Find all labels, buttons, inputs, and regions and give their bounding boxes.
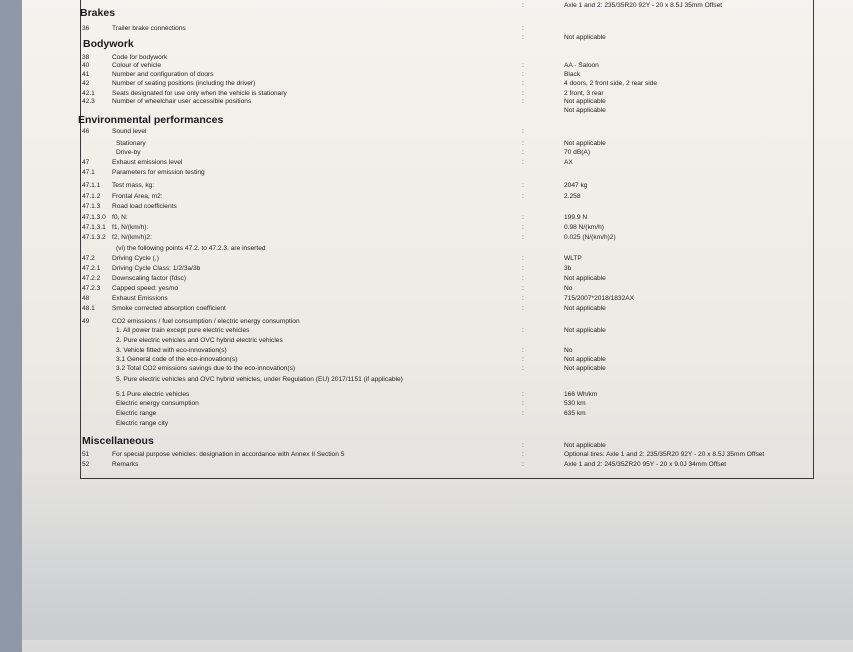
table-row: [80, 106, 840, 116]
row-value: Not applicable: [564, 442, 606, 449]
row-number: 47.1.3.0: [82, 214, 106, 221]
row-label: Colour of vehicle: [112, 62, 162, 69]
table-row: [80, 409, 840, 419]
table-row: [80, 450, 840, 460]
row-colon: :: [522, 461, 524, 468]
row-value: 2047 kg: [564, 182, 588, 189]
row-number: 47.1.2: [82, 193, 101, 200]
row-number: 47.1.3.2: [82, 234, 106, 241]
row-number: 47: [82, 159, 90, 166]
row-colon: :: [522, 234, 524, 241]
row-colon: :: [522, 305, 524, 312]
section-title-bodywork: Bodywork: [83, 38, 134, 50]
row-label: (vi) the following points 47.2. to 47.2.3. are inserted: [116, 245, 266, 252]
row-colon: :: [522, 410, 524, 417]
row-label: Frontal Area, m2:: [112, 193, 163, 200]
row-label: Number of seating positions (including the driver): [112, 80, 256, 87]
row-number: 42.1: [82, 90, 95, 97]
table-row: [80, 364, 840, 374]
row-number: 47.1.1: [82, 182, 101, 189]
row-number: 48: [82, 295, 90, 302]
section-title-miscellaneous: Miscellaneous: [82, 435, 154, 447]
row-number: 38: [82, 54, 90, 61]
table-row: [80, 294, 840, 304]
table-row: [80, 79, 840, 89]
row-label: Seats designated for use only when the vehicle is stationary: [112, 90, 287, 97]
table-row: [80, 181, 840, 191]
row-label: Electric range city: [116, 420, 169, 427]
row-colon: :: [522, 275, 524, 282]
row-colon: :: [522, 224, 524, 231]
row-label: Test mass, kg:: [112, 182, 155, 189]
row-value: WLTP: [564, 255, 582, 262]
row-colon: :: [522, 71, 524, 78]
table-row: [80, 244, 840, 254]
row-value: Not applicable: [564, 107, 606, 114]
row-label: Code for bodywork: [112, 54, 168, 61]
row-colon: :: [522, 182, 524, 189]
row-label: Smoke corrected absorption coefficient: [112, 305, 226, 312]
row-value: Not applicable: [564, 305, 606, 312]
row-value: 70 dB(A): [564, 149, 591, 156]
row-colon: :: [522, 442, 524, 449]
row-number: 47.1.3: [82, 203, 101, 210]
row-value: Not applicable: [564, 327, 606, 334]
row-number: 41: [82, 71, 90, 78]
row-label: 3.2 Total CO2 emissions savings due to the eco-innovation(s): [116, 365, 296, 372]
row-value: 0.025 (N/(km/h)2): [564, 234, 616, 241]
section-title-brakes: Brakes: [80, 7, 116, 19]
table-row: [80, 158, 840, 168]
table-row: [80, 223, 840, 233]
table-row: [80, 284, 840, 294]
header-row: : Axle 1 and 2: 235/35R20 92Y - 20 x 8.5J 35mm Offset: [522, 2, 723, 9]
row-value: Not applicable: [564, 34, 606, 41]
table-row: [80, 33, 840, 43]
row-label: 5.1 Pure electric vehicles: [116, 391, 190, 398]
row-colon: :: [522, 255, 524, 262]
row-value: Not applicable: [564, 356, 606, 363]
row-label: 5. Pure electric vehicles and OVC hybrid vehicles, under Regulation (EU) 2017/1151 (if applicable): [116, 376, 403, 383]
row-label: f1, N/(km/h):: [112, 224, 149, 231]
row-value: Not applicable: [564, 275, 606, 282]
row-value: 3b: [564, 265, 572, 272]
row-label: 3. Vehicle fitted with eco-innovation(s): [116, 347, 227, 354]
row-label: Exhaust Emissions: [112, 295, 168, 302]
row-number: 47.1: [82, 169, 95, 176]
row-colon: :: [522, 391, 524, 398]
table-row: [80, 326, 840, 336]
row-value: Axle 1 and 2: 245/35ZR20 95Y - 20 x 9.0J 34mm Offset: [564, 461, 727, 468]
row-colon: :: [522, 214, 524, 221]
section-title-environmental: Environmental performances: [78, 114, 224, 126]
row-number: 47.2.3: [82, 285, 101, 292]
table-row: [80, 460, 840, 470]
table-row: [80, 399, 840, 409]
row-value: 715/2007*2018/1832AX: [564, 295, 635, 302]
row-value: Not applicable: [564, 365, 606, 372]
row-colon: :: [522, 140, 524, 147]
row-label: Road load coefficients: [112, 203, 177, 210]
table-row: [80, 274, 840, 284]
row-colon: :: [522, 347, 524, 354]
row-value: 635 km: [564, 410, 586, 417]
header-value: Axle 1 and 2: 235/35R20 92Y - 20 x 8.5J 35mm Offset: [564, 2, 723, 9]
row-label: Trailer brake connections: [112, 25, 186, 32]
row-label: Downscaling factor (fdsc): [112, 275, 187, 282]
row-number: 52: [82, 461, 90, 468]
row-value: Not applicable: [564, 140, 606, 147]
row-colon: :: [522, 400, 524, 407]
row-label: Driving Cycle Class: 1/2/3a/3b: [112, 265, 201, 272]
row-number: 51: [82, 451, 90, 458]
row-value: AX: [564, 159, 573, 166]
row-number: 47.2.1: [82, 265, 101, 272]
row-colon: :: [522, 62, 524, 69]
row-number: 49: [82, 318, 90, 325]
row-label: f2, N/(km/h)2:: [112, 234, 152, 241]
row-value: 166 Wh/km: [564, 391, 598, 398]
row-label: Number and configuration of doors: [112, 71, 214, 78]
row-label: Electric energy consumption: [116, 400, 199, 407]
row-colon: :: [522, 98, 524, 105]
row-number: 40: [82, 62, 90, 69]
table-row: [80, 202, 840, 212]
row-label: 1. All power train except pure electric vehicles: [116, 327, 250, 334]
row-label: Sound level: [112, 128, 147, 135]
row-label: 3.1 General code of the eco-innovation(s): [116, 356, 238, 363]
row-label: Driving Cycle (,): [112, 255, 159, 262]
row-label: Electric range: [116, 410, 157, 417]
row-colon: :: [522, 25, 524, 32]
row-value: 0.98 N/(km/h): [564, 224, 604, 231]
row-label: f0, N:: [112, 214, 128, 221]
row-value: 2.258: [564, 193, 581, 200]
row-number: 42.3: [82, 98, 95, 105]
row-colon: :: [522, 451, 524, 458]
row-colon: :: [522, 356, 524, 363]
table-row: [80, 264, 840, 274]
row-value: 4 doors, 2 front side, 2 rear side: [564, 80, 658, 87]
row-value: AA - Saloon: [564, 62, 599, 69]
table-row: [80, 375, 840, 385]
row-value: 530 km: [564, 400, 586, 407]
row-value: 199.9 N: [564, 214, 588, 221]
page-shadow: [22, 470, 853, 640]
row-colon: :: [522, 159, 524, 166]
row-label: Exhaust emissions level: [112, 159, 183, 166]
row-colon: :: [522, 193, 524, 200]
row-value: Black: [564, 71, 581, 78]
row-value: No: [564, 347, 573, 354]
row-number: 48.1: [82, 305, 95, 312]
table-row: [80, 336, 840, 346]
table-row: [80, 168, 840, 178]
row-label: Drive-by: [116, 149, 141, 156]
row-number: 47.2.2: [82, 275, 101, 282]
row-colon: :: [522, 327, 524, 334]
row-colon: :: [522, 80, 524, 87]
table-row: [80, 304, 840, 314]
row-label: Stationary: [116, 140, 146, 147]
table-row: [80, 419, 840, 429]
row-value: No: [564, 285, 573, 292]
row-number: 36: [82, 25, 90, 32]
table-row: [80, 127, 840, 137]
row-label: Capped speed: yes/no: [112, 285, 178, 292]
table-row: [80, 148, 840, 158]
table-row: [80, 254, 840, 264]
table-row: [80, 213, 840, 223]
row-number: 47.2: [82, 255, 95, 262]
row-number: 46: [82, 128, 90, 135]
row-label: For special purpose vehicles: designation in accordance with Annex II Section 5: [112, 451, 345, 458]
row-value: Optional tires: Axle 1 and 2: 235/35R20 92Y - 20 x 8.5J 35mm Offset: [564, 451, 765, 458]
row-value: 2 front, 3 rear: [564, 90, 604, 97]
row-colon: :: [522, 34, 524, 41]
row-label: Number of wheelchair user accessible positions: [112, 98, 252, 105]
row-label: Remarks: [112, 461, 139, 468]
row-label: CO2 emissions / fuel consumption / electric energy consumption: [112, 318, 300, 325]
table-row: [80, 233, 840, 243]
row-colon: :: [522, 265, 524, 272]
row-colon: :: [522, 128, 524, 135]
row-colon: :: [522, 295, 524, 302]
row-colon: :: [522, 285, 524, 292]
row-number: 47.1.3.1: [82, 224, 106, 231]
table-row: [80, 192, 840, 202]
row-label: 2. Pure electric vehicles and OVC hybrid electric vehicles: [116, 337, 283, 344]
row-colon: :: [522, 149, 524, 156]
row-colon: :: [522, 90, 524, 97]
row-number: 42: [82, 80, 90, 87]
row-colon: :: [522, 365, 524, 372]
row-label: Parameters for emission testing: [112, 169, 205, 176]
row-value: Not applicable: [564, 98, 606, 105]
